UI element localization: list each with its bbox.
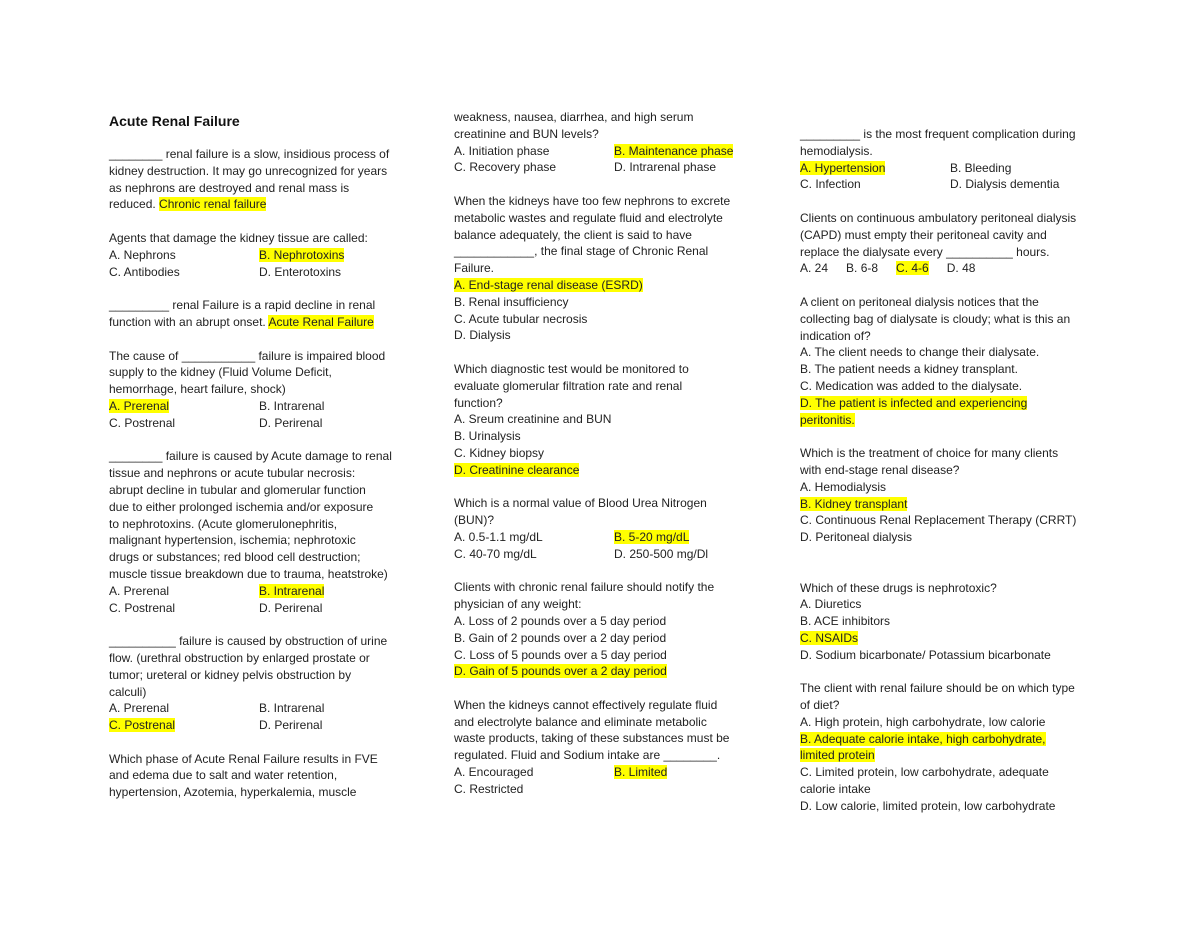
- question-text: evaluate glomerular filtration rate and renal: [454, 378, 683, 393]
- question-text: Which is a normal value of Blood Urea Nitrogen: [454, 496, 707, 511]
- question-text: Agents that damage the kidney tissue are called:: [109, 230, 368, 245]
- option-c: [800, 630, 1100, 647]
- question-text: A client on peritoneal dialysis notices that the: [800, 294, 1039, 309]
- answer-highlight: B. Intrarenal: [259, 583, 325, 598]
- option-b: [259, 583, 409, 600]
- option-b: [259, 247, 409, 264]
- answer-highlight: B. Kidney transplant: [800, 496, 908, 511]
- option-d: [454, 462, 774, 479]
- option-d: D. 250-500 mg/Dl: [614, 546, 709, 561]
- answer-highlight: A. Hypertension: [800, 160, 886, 175]
- question-text: ________ failure is caused by Acute damage to renal: [109, 449, 392, 464]
- question-text: _________ is the most frequent complication during: [800, 127, 1076, 141]
- option-row: [109, 700, 409, 717]
- option-a: A. 24: [800, 261, 829, 276]
- option-a: A. Diuretics: [800, 597, 862, 612]
- question-text: supply to the kidney (Fluid Volume Deficit,: [109, 365, 332, 380]
- option-b: [614, 529, 774, 546]
- question-text: Clients on continuous ambulatory peritoneal dialysis: [800, 210, 1077, 225]
- question-weight-gain: [454, 579, 774, 680]
- question-text: ____________, the final stage of Chronic Renal: [454, 244, 709, 259]
- option-a: A. High protein, high carbohydrate, low calorie: [800, 714, 1046, 729]
- option-row: [800, 176, 1100, 193]
- option-d: D. Dialysis dementia: [950, 177, 1060, 192]
- option-row: [109, 415, 409, 432]
- question-bun: [454, 495, 774, 562]
- option-a: [454, 277, 774, 294]
- option-c: C. Medication was added to the dialysate.: [800, 378, 1023, 393]
- question-text: Which of these drugs is nephrotoxic?: [800, 580, 997, 595]
- question-text: weakness, nausea, diarrhea, and high serum: [454, 110, 694, 124]
- option-c: C. Acute tubular necrosis: [454, 311, 588, 326]
- question-acute-renal-failure: [109, 297, 409, 331]
- option-c: C. Recovery phase: [454, 160, 557, 175]
- option-b: B. Bleeding: [950, 160, 1012, 175]
- question-text: collecting bag of dialysate is cloudy; what is this an: [800, 311, 1071, 326]
- question-text: kidney destruction. It may go unrecognized for years: [109, 163, 388, 178]
- option-b: B. Gain of 2 pounds over a 2 day period: [454, 630, 667, 645]
- option-a: A. Prerenal: [109, 583, 170, 598]
- answer-highlight: B. Nephrotoxins: [259, 247, 345, 262]
- option-b: B. Intrarenal: [259, 701, 325, 716]
- option-d: D. Perirenal: [259, 718, 323, 733]
- option-row: [109, 264, 409, 281]
- question-text: indication of?: [800, 328, 871, 343]
- answer-highlight: A. Prerenal: [109, 398, 170, 413]
- option-a: A. Initiation phase: [454, 143, 550, 158]
- option-row: [800, 260, 1100, 277]
- option-row: [109, 583, 409, 600]
- answer-highlight: Chronic renal failure: [159, 197, 267, 212]
- question-text: Failure.: [454, 261, 495, 276]
- question-text: physician of any weight:: [454, 597, 582, 612]
- question-text: with end-stage renal disease?: [800, 462, 960, 477]
- answer-highlight: B. 5-20 mg/dL: [614, 529, 690, 544]
- question-text: muscle tissue breakdown due to trauma, heatstroke): [109, 566, 388, 581]
- option-d: [800, 395, 1100, 412]
- question-maintenance-phase-start: [109, 751, 409, 801]
- question-text: hypertension, Azotemia, hyperkalemia, muscle: [109, 785, 357, 800]
- option-a: A. 0.5-1.1 mg/dL: [454, 529, 543, 544]
- option-d: D. Low calorie, limited protein, low carbohydrate: [800, 798, 1056, 813]
- question-text: function with an abrupt onset. Acute Renal Failure: [109, 314, 374, 329]
- question-text: Which phase of Acute Renal Failure results in FVE: [109, 751, 378, 766]
- option-d: D. Sodium bicarbonate/ Potassium bicarbonate: [800, 647, 1051, 662]
- option-a: A. Loss of 2 pounds over a 5 day period: [454, 613, 667, 628]
- option-row: [109, 247, 409, 264]
- option-a: A. Nephrons: [109, 247, 176, 262]
- question-text: flow. (urethral obstruction by enlarged prostate or: [109, 650, 370, 665]
- answer-highlight: B. Adequate calorie intake, high carbohydrate,: [800, 731, 1046, 746]
- spacer: [800, 563, 1100, 580]
- option-a: [109, 398, 259, 415]
- question-postrenal: [109, 633, 409, 734]
- question-esrd: [454, 193, 774, 344]
- option-c: C. Postrenal: [109, 415, 176, 430]
- option-c: C. Infection: [800, 177, 861, 192]
- option-row: [454, 143, 774, 160]
- document-title: Acute Renal Failure: [109, 113, 240, 129]
- question-text: Which is the treatment of choice for many clients: [800, 446, 1059, 461]
- question-capd: [800, 210, 1100, 277]
- question-prerenal: [109, 348, 409, 432]
- question-text: malignant hypertension, ischemia; nephrotoxic: [109, 533, 356, 548]
- question-text: to nephrotoxins. (Acute glomerulonephritis,: [109, 516, 338, 531]
- answer-highlight: B. Maintenance phase: [614, 143, 734, 158]
- answer-highlight: Acute Renal Failure: [268, 314, 374, 329]
- option-c: C. 40-70 mg/dL: [454, 546, 537, 561]
- column-3: [800, 126, 1100, 831]
- option-d-cont: [800, 412, 1100, 429]
- option-b: B. Urinalysis: [454, 429, 521, 444]
- question-text: function?: [454, 395, 503, 410]
- question-text: regulated. Fluid and Sodium intake are ________.: [454, 748, 721, 763]
- question-nephrotoxins: [109, 230, 409, 280]
- option-row: [109, 398, 409, 415]
- answer-highlight: D. Gain of 5 pounds over a 2 day period: [454, 664, 667, 679]
- answer-highlight: C. Postrenal: [109, 718, 176, 733]
- option-c: C. Loss of 5 pounds over a 5 day period: [454, 647, 667, 662]
- option-c: C. Antibodies: [109, 264, 180, 279]
- question-text: The cause of ___________ failure is impaired blood: [109, 348, 386, 363]
- option-row: [454, 546, 774, 563]
- answer-highlight: D. The patient is infected and experiencing: [800, 395, 1028, 410]
- option-b: B. 6-8: [846, 261, 879, 276]
- option-d: D. Intrarenal phase: [614, 160, 717, 175]
- column-1: [109, 108, 409, 818]
- option-row: [454, 159, 774, 176]
- question-text: The client with renal failure should be on which type: [800, 681, 1075, 696]
- question-text: Which diagnostic test would be monitored to: [454, 361, 689, 376]
- question-text: replace the dialysate every __________ hours.: [800, 244, 1050, 259]
- question-cloudy-dialysate: [800, 294, 1100, 428]
- answer-highlight: D. Creatinine clearance: [454, 462, 580, 477]
- question-text: reduced. Chronic renal failure: [109, 197, 267, 212]
- question-text: of diet?: [800, 698, 840, 713]
- option-b-cont: [800, 747, 1100, 764]
- answer-highlight: C. NSAIDs: [800, 630, 859, 645]
- option-d: D. Perirenal: [259, 415, 323, 430]
- question-text: Clients with chronic renal failure should notify the: [454, 580, 715, 595]
- question-chronic-renal-failure: [109, 146, 409, 213]
- question-hemodialysis-complication: [800, 126, 1100, 193]
- question-intrarenal: [109, 448, 409, 616]
- question-text: abrupt decline in tubular and glomerular function: [109, 482, 366, 497]
- option-b: B. Intrarenal: [259, 398, 325, 413]
- question-text: When the kidneys have too few nephrons to excrete: [454, 193, 731, 208]
- question-text: drugs or substances; red blood cell destruction;: [109, 550, 361, 565]
- option-d: [454, 663, 774, 680]
- question-text: metabolic wastes and regulate fluid and electrolyte: [454, 210, 723, 225]
- option-d: D. 48: [946, 261, 976, 276]
- option-c: C. Limited protein, low carbohydrate, adequate: [800, 765, 1049, 780]
- option-b: B. ACE inhibitors: [800, 614, 891, 629]
- question-text: __________ failure is caused by obstruction of urine: [109, 634, 388, 649]
- question-text: When the kidneys cannot effectively regulate fluid: [454, 697, 718, 712]
- question-text: tumor; ureteral or kidney pelvis obstruction by: [109, 667, 352, 682]
- answer-highlight: A. End-stage renal disease (ESRD): [454, 277, 643, 292]
- option-a: A. Hemodialysis: [800, 479, 887, 494]
- option-d: D. Dialysis: [454, 328, 511, 343]
- option-b: [614, 764, 774, 781]
- question-text: waste products, taking of these substances must be: [454, 731, 730, 746]
- question-text: (CAPD) must empty their peritoneal cavity and: [800, 227, 1047, 242]
- option-c: [109, 717, 259, 734]
- answer-highlight: limited protein: [800, 748, 875, 763]
- option-row: [109, 717, 409, 734]
- answer-highlight: B. Limited: [614, 765, 668, 780]
- question-fluid-sodium: [454, 697, 774, 798]
- option-b: [800, 731, 1100, 748]
- question-text: as nephrons are destroyed and renal mass is: [109, 180, 350, 195]
- question-text: creatinine and BUN levels?: [454, 126, 599, 141]
- question-treatment-esrd: [800, 445, 1100, 546]
- option-c-cont: calorie intake: [800, 782, 871, 797]
- question-text: (BUN)?: [454, 513, 495, 528]
- question-text: calculi): [109, 684, 147, 699]
- question-text: ________ renal failure is a slow, insidious process of: [109, 147, 390, 161]
- option-d: D. Enterotoxins: [259, 264, 342, 279]
- option-c: C. Continuous Renal Replacement Therapy (CRRT): [800, 513, 1077, 528]
- option-a: A. Encouraged: [454, 765, 534, 780]
- question-text: hemodialysis.: [800, 143, 873, 158]
- question-text: _________ renal Failure is a rapid decline in renal: [109, 298, 376, 313]
- option-a: A. Sreum creatinine and BUN: [454, 412, 612, 427]
- answer-highlight: peritonitis.: [800, 412, 855, 427]
- question-text: balance adequately, the client is said to have: [454, 227, 692, 242]
- option-a: [800, 160, 950, 177]
- option-b: B. Renal insufficiency: [454, 294, 569, 309]
- question-nephrotoxic-drugs: [800, 580, 1100, 664]
- option-c: C. Restricted: [454, 781, 524, 796]
- option-c: C. Postrenal: [109, 600, 176, 615]
- option-row: [454, 529, 774, 546]
- option-c: C. Kidney biopsy: [454, 445, 545, 460]
- question-creatinine-clearance: [454, 361, 774, 479]
- question-text: due to either prolonged ischemia and/or exposure: [109, 499, 374, 514]
- question-maintenance-phase-cont: [454, 109, 774, 176]
- option-row: [454, 764, 774, 781]
- question-text: tissue and nephrons or acute tubular necrosis:: [109, 466, 356, 481]
- option-a: A. Prerenal: [109, 701, 170, 716]
- question-text: and edema due to salt and water retention,: [109, 768, 338, 783]
- column-2: [454, 109, 774, 814]
- option-a: A. The client needs to change their dialysate.: [800, 345, 1040, 360]
- question-text: and electrolyte balance and eliminate metabolic: [454, 714, 707, 729]
- option-row: [800, 160, 1100, 177]
- option-c: C. 4-6: [896, 261, 929, 276]
- option-b: [614, 143, 774, 160]
- option-d: D. Peritoneal dialysis: [800, 530, 913, 545]
- option-row: [109, 600, 409, 617]
- option-b: [800, 496, 1100, 513]
- option-b: B. The patient needs a kidney transplant.: [800, 362, 1018, 377]
- question-text: hemorrhage, heart failure, shock): [109, 382, 286, 397]
- question-renal-diet: [800, 680, 1100, 814]
- option-d: D. Perirenal: [259, 600, 323, 615]
